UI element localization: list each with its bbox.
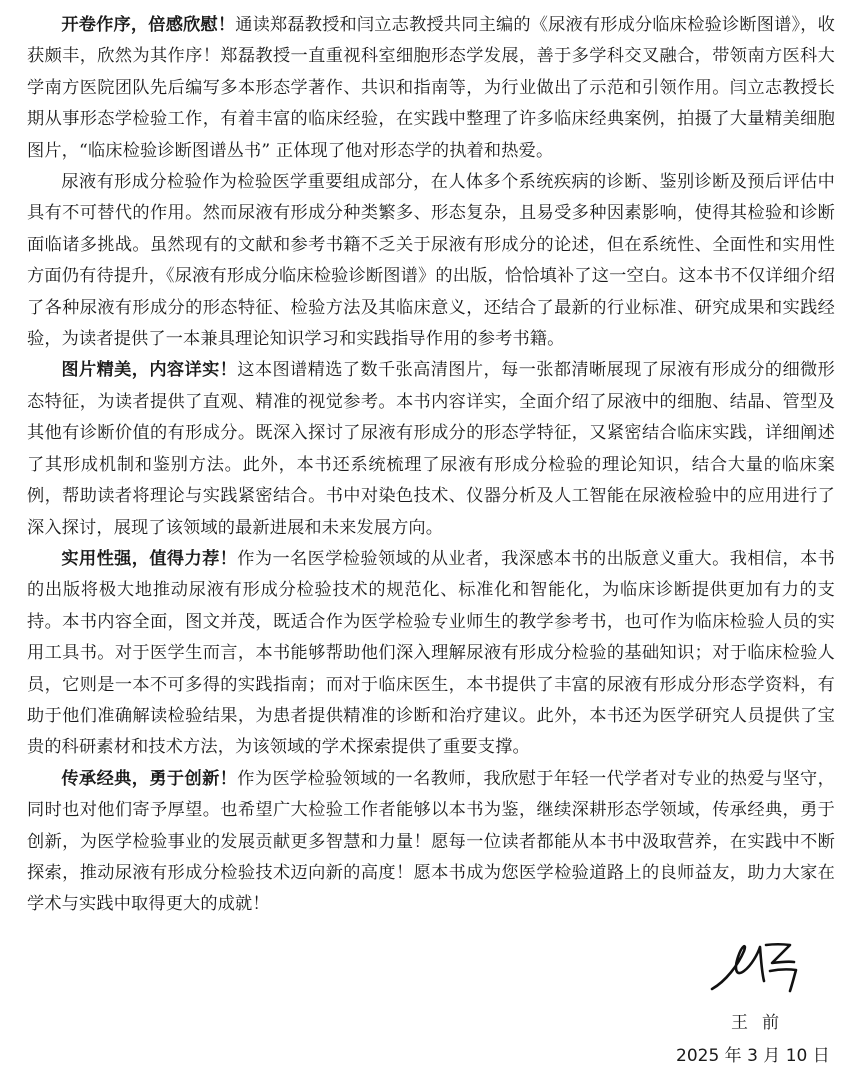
paragraph-1-heading: 开卷作序，倍感欣慰！ — [61, 15, 236, 35]
preface-body — [27, 10, 835, 921]
paragraph-3-heading: 图片精美，内容详实！ — [61, 360, 238, 381]
paragraph-1 — [27, 10, 835, 167]
paragraph-2 — [27, 167, 835, 355]
paragraph-3 — [27, 355, 835, 543]
paragraph-4 — [27, 544, 835, 764]
date-line: 2025 年 3 月 10 日 — [676, 1046, 830, 1066]
paragraph-1-text: 通读郑磊教授和闫立志教授共同主编的《尿液有形成分临床检验诊断图谱》，收获颇丰，欣然为其作序！郑磊教授一直重视科室细胞形态学发展，善于多学科交叉融合，带领南方医科大学南方医院团队先后编写多本形态学著作、共识和指南等，为行业做出了示范和引领作用。闫立志教授长期从事形态学检验工作，有着丰富的临床经验，在实践中整理了许多临床经典案例，拍摄了大量精美细胞图片，“临床检验诊断图谱丛书” 正体现了他对形态学的执着和热爱。 — [27, 15, 835, 161]
paragraph-4-text: 作为一名医学检验领域的从业者，我深感本书的出版意义重大。我相信，本书的出版将极大地推动尿液有形成分检验技术的规范化、标准化和智能化，为临床诊断提供更加有力的支持。本书内容全面，图文并茂，既适合作为医学检验专业师生的教学参考书，也可作为临床检验人员的实用工具书。对于医学生而言，本书能够帮助他们深入理解尿液有形成分检验的基础知识；对于临床检验人员，它则是一本不可多得的实践指南；而对于临床医生，本书提供了丰富的尿液有形成分形态学资料，有助于他们准确解读检验结果，为患者提供精准的诊断和治疗建议。此外，本书还为医学研究人员提供了宝贵的科研素材和技术方法，为该领域的学术探索提供了重要支撑。 — [27, 548, 835, 758]
handwritten-signature — [700, 935, 810, 997]
paragraph-2-text: 尿液有形成分检验作为检验医学重要组成部分，在人体多个系统疾病的诊断、鉴别诊断及预后评估中具有不可替代的作用。然而尿液有形成分种类繁多、形态复杂，且易受多种因素影响，使得其检验和诊断面临诸多挑战。虽然现有的文献和参考书籍不乏关于尿液有形成分的论述，但在系统性、全面性和实用性方面仍有待提升，《尿液有形成分临床检验诊断图谱》的出版，恰恰填补了这一空白。这本书不仅详细介绍了各种尿液有形成分的形态特征、检验方法及其临床意义，还结合了最新的行业标准、研究成果和实践经验，为读者提供了一本兼具理论知识学习和实践指导作用的参考书籍。 — [27, 172, 835, 350]
paragraph-5-heading: 传承经典，勇于创新！ — [61, 768, 238, 789]
paragraph-5 — [27, 764, 835, 921]
author-name: 王前 — [731, 1013, 793, 1033]
paragraph-5-text: 作为医学检验领域的一名教师，我欣慰于年轻一代学者对专业的热爱与坚守，同时也对他们寄予厚望。也希望广大检验工作者能够以本书为鉴，继续深耕形态学领域，传承经典，勇于创新，为医学检验事业的发展贡献更多智慧和力量！愿每一位读者都能从本书中汲取营养，在实践中不断探索，推动尿液有形成分检验技术迈向新的高度！愿本书成为您医学检验道路上的良师益友，助力大家在学术与实践中取得更大的成就！ — [27, 768, 835, 915]
paragraph-3-text: 这本图谱精选了数千张高清图片，每一张都清晰展现了尿液有形成分的细微形态特征，为读者提供了直观、精准的视觉参考。本书内容详实，全面介绍了尿液中的细胞、结晶、管型及其他有诊断价值的有形成分。既深入探讨了尿液有形成分的形态学特征，又紧密结合临床实践，详细阐述了其形成机制和鉴别方法。此外，本书还系统梳理了尿液有形成分检验的理论知识，结合大量的临床案例，帮助读者将理论与实践紧密结合。书中对染色技术、仪器分析及人工智能在尿液检验中的应用进行了深入探讨，展现了该领域的最新进展和未来发展方向。 — [27, 360, 835, 538]
paragraph-4-heading: 实用性强，值得力荐！ — [61, 548, 238, 569]
